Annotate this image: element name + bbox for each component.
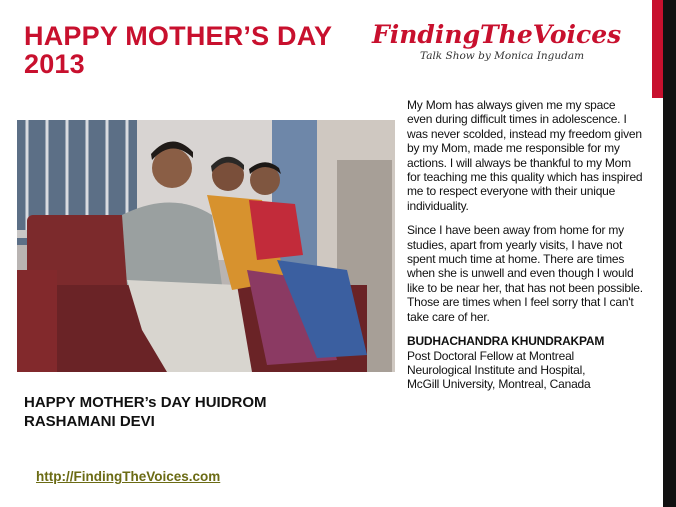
brand-logo xyxy=(372,20,642,63)
family-photo xyxy=(17,120,395,372)
title-line-2: 2013 xyxy=(24,49,85,79)
author-title-line-3: McGill University, Montreal, Canada xyxy=(407,377,591,392)
red-edge-strip xyxy=(652,0,663,98)
author-title-line-1: Post Doctoral Fellow at Montreal xyxy=(407,348,575,363)
slide-title xyxy=(24,22,364,78)
author-name: BUDHACHANDRA KHUNDRAKPAM xyxy=(407,334,605,349)
family-photo-illustration xyxy=(17,120,395,372)
quote-text xyxy=(407,98,643,392)
author-title-line-2: Neurological Institute and Hospital, xyxy=(407,362,586,377)
title-line-1: HAPPY MOTHER’S DAY xyxy=(24,21,333,51)
photo-caption-line-1: HAPPY MOTHER’s DAY HUIDROM xyxy=(24,394,267,411)
photo-caption-line-2: RASHAMANI DEVI xyxy=(24,413,155,430)
brand-tagline: Talk Show by Monica Ingudam xyxy=(420,50,585,62)
website-link[interactable]: http://FindingTheVoices.com xyxy=(36,469,221,484)
paragraph-1: My Mom has always given me my space even during difficult times in adolescence. I was never scolded, instead my freedom given by my Mom, made me responsible for my actions. I will always be thankful to my Mom for teaching me this quality which has inspired me to respect everyone with their unique individuality. xyxy=(407,98,643,213)
brand-name: FindingTheVoices xyxy=(372,20,622,49)
paragraph-2: Since I have been away from home for my studies, apart from yearly visits, I have not spent much time at home. There are times when she is unwell and even though I would like to be near her, that has not been possible. Those are times when I feel sorry that I can't take care of her. xyxy=(407,223,643,324)
photo-caption xyxy=(24,393,344,431)
right-edge-bar xyxy=(663,0,676,507)
